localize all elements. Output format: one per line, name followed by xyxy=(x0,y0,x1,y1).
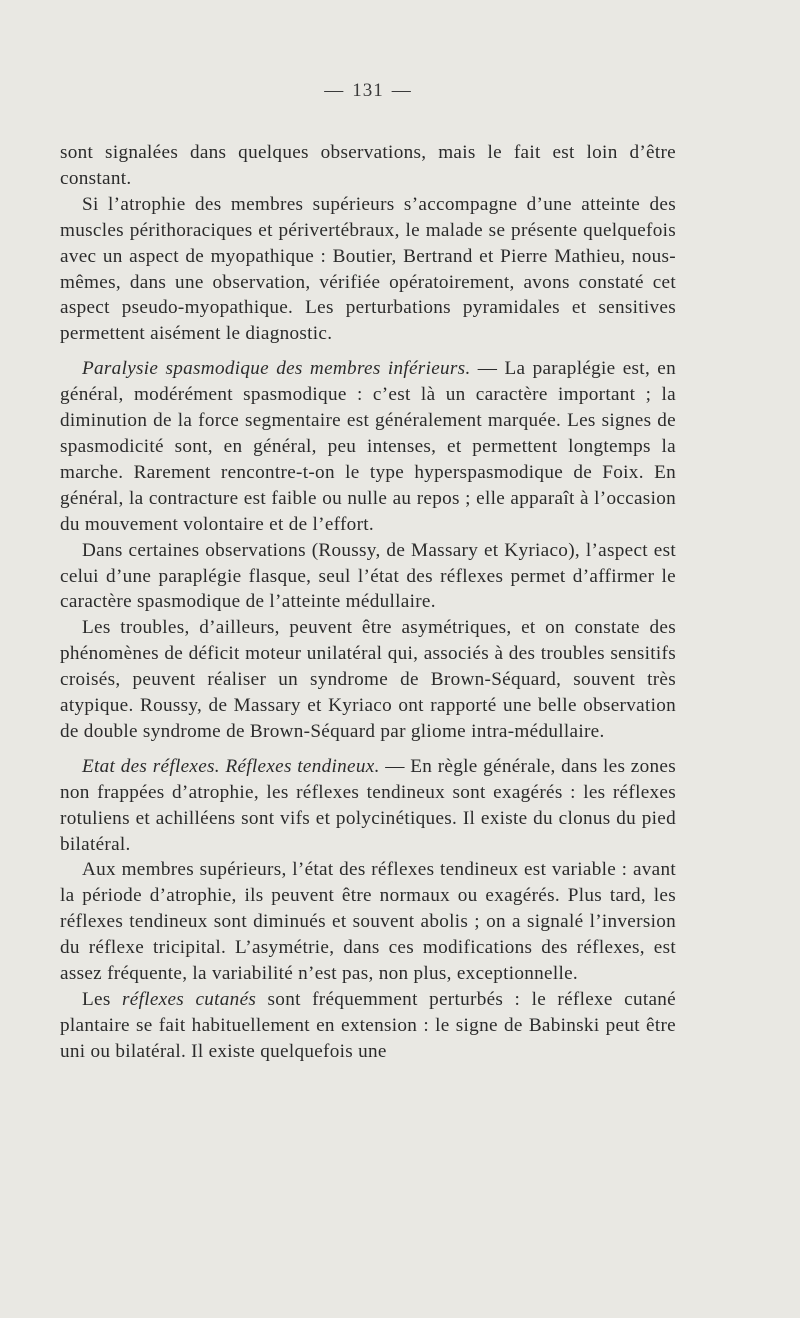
paragraph-paralysie: Paralysie spasmodique des membres inférieurs. — La paraplégie est, en général, modérément spasmodique : c’est là un caractère important ; la diminution de la force segmentaire est généralement marquée. Les signes de spasmodicité sont, en général, peu intenses, et permettent longtemps la marche. Rarement rencontre-t-on le type hyperspasmodique de Foix. En général, la contracture est faible ou nulle au repos ; elle apparaît à l’occasion du mouvement volontaire et de l’effort. xyxy=(60,358,676,535)
section-heading-paralysie: Paralysie spasmodique des membres inférieurs. xyxy=(82,358,471,380)
paragraph-atrophy: Si l’atrophie des membres supérieurs s’accompagne d’une atteinte des muscles périthoraciques et périvertébraux, le malade se présente quelquefois avec un aspect de myopathique : Boutier, Bertrand et Pierre Mathieu, nous-mêmes, dans une observation, vérifiée opératoirement, avons constaté cet aspect pseudo-myopathique. Les perturbations pyramidales et sensitives permettent aisément le diagnostic. xyxy=(60,193,676,345)
paragraph-asymetrie: Les troubles, d’ailleurs, peuvent être asymétriques, et on constate des phénomènes de déficit moteur unilatéral qui, associés à des troubles sensitifs croisés, peuvent réaliser un syndrome de Brown-Séquard, souvent très atypique. Roussy, de Massary et Kyriaco ont rapporté une belle observation de double syndrome de Brown-Séquard par gliome intra-médullaire. xyxy=(60,617,676,742)
paragraph-membres-superieurs: Aux membres supérieurs, l’état des réflexes tendineux est variable : avant la période d’atrophie, ils peuvent être normaux ou exagérés. Plus tard, les réflexes tendineux sont diminués et souvent abolis ; on a signalé l’inversion du réflexe tricipital. L’asymétrie, dans ces modifications des réflexes, est assez fréquente, la variabilité n’est pas, non plus, exceptionnelle. xyxy=(60,859,676,985)
paragraph-reflexes: Etat des réflexes. Réflexes tendineux. — En règle générale, dans les zones non frappées d’atrophie, les réflexes tendineux sont exagérés : les réflexes rotuliens et achilléens sont vifs et polycinétiques. Il existe du clonus du pied bilatéral. xyxy=(60,755,676,855)
section-heading-reflexes: Etat des réflexes. Réflexes tendineux. xyxy=(82,755,380,777)
paragraph-flasque: Dans certaines observations (Roussy, de Massary et Kyriaco), l’aspect est celui d’une paraplégie flasque, seul l’état des réflexes permet d’affirmer le caractère spasmodique de l’atteinte médullaire. xyxy=(60,539,676,613)
body-text xyxy=(60,140,676,1065)
paragraph-reflexes-cutanes: Les réflexes cutanés sont fréquemment perturbés : le réflexe cutané plantaire se fait habituellement en extension : le signe de Babinski peut être uni ou bilatéral. Il existe quelquefois une xyxy=(60,989,677,1062)
page-header: — 131 — xyxy=(324,80,412,101)
inline-term-reflexes-cutanes: réflexes cutanés xyxy=(122,989,257,1010)
page-number: 131 xyxy=(352,80,384,101)
paragraph-continuation: sont signalées dans quelques observations, mais le fait est loin d’être constant. xyxy=(60,142,676,189)
